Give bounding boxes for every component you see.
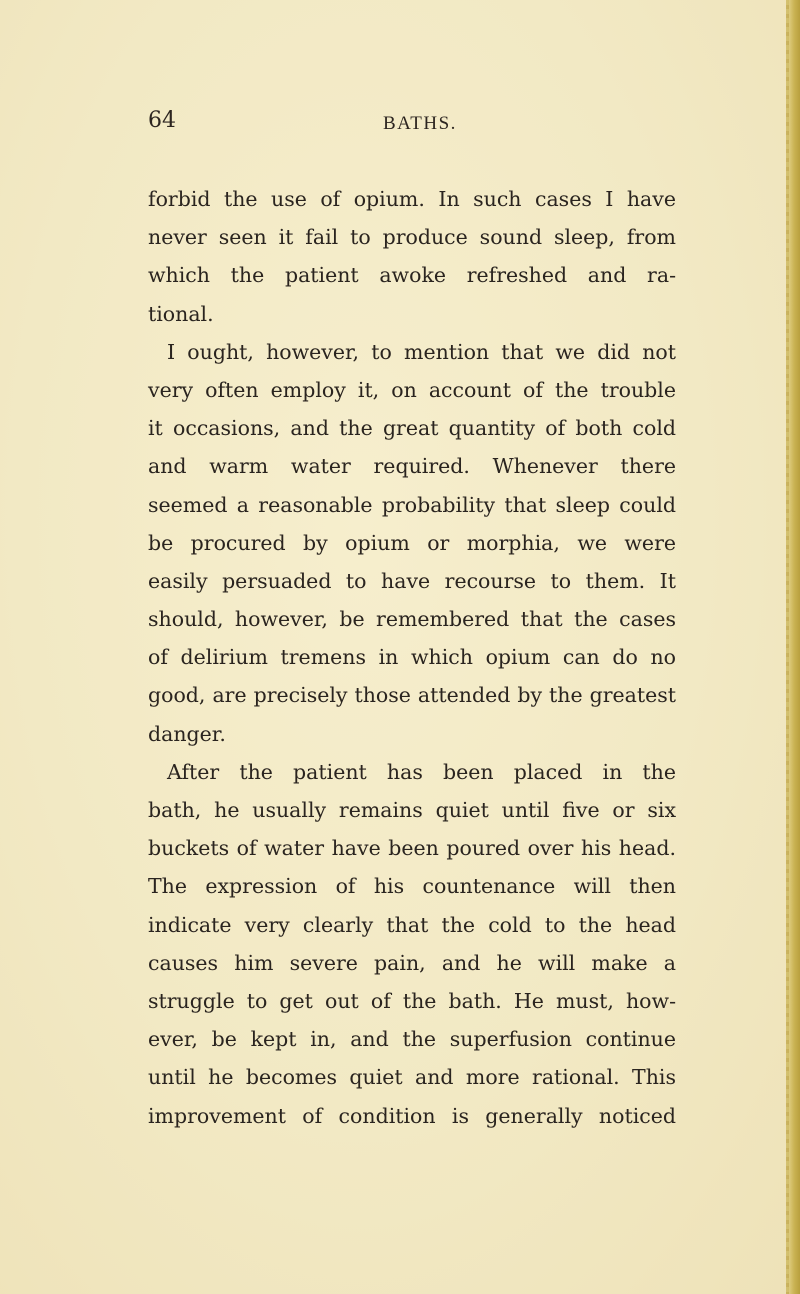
text-line: should, however, be remembered that the cases xyxy=(148,607,676,632)
text-line: I ought, however, to mention that we did not xyxy=(167,339,676,364)
text-line: it occasions, and the great quantity of both cold xyxy=(148,416,676,441)
text-line: good, are precisely those attended by the greatest xyxy=(148,683,676,708)
text-line: seemed a reasonable probability that sleep could xyxy=(148,492,676,517)
running-head xyxy=(0,108,800,148)
text-line: forbid the use of opium. In such cases I have xyxy=(148,187,676,211)
text-line: After the patient has been placed in the xyxy=(167,759,676,784)
text-line: be procured by opium or morphia, we were xyxy=(148,530,676,555)
text-line: The expression of his countenance will then xyxy=(148,874,676,899)
text-line: of delirium tremens in which opium can do no xyxy=(148,645,676,670)
text-line: ever, be kept in, and the superfusion continue xyxy=(148,1027,676,1052)
text-line: danger. xyxy=(148,721,226,746)
text-line: easily persuaded to have recourse to them. It xyxy=(148,568,676,593)
running-title: BATHS. xyxy=(383,113,457,134)
text-line: struggle to get out of the bath. He must, how- xyxy=(148,988,676,1013)
text-line: until he becomes quiet and more rational. This xyxy=(148,1065,676,1090)
text-line: causes him severe pain, and he will make a xyxy=(148,950,676,975)
text-line: improvement of condition is generally noticed xyxy=(148,1103,676,1128)
text-line: never seen it fail to produce sound sleep, from xyxy=(148,225,676,250)
text-line: indicate very clearly that the cold to the head xyxy=(148,912,676,937)
page-edge xyxy=(786,0,800,1294)
body-text xyxy=(148,180,676,1135)
text-line: bath, he usually remains quiet until five or six xyxy=(148,798,676,822)
text-line: tional. xyxy=(148,301,214,326)
text-line: very often employ it, on account of the trouble xyxy=(148,377,676,402)
text-line: buckets of water have been poured over his head. xyxy=(148,836,676,861)
text-line: which the patient awoke refreshed and ra- xyxy=(148,263,676,288)
page-number: 64 xyxy=(148,108,176,133)
text-line: and warm water required. Whenever there xyxy=(148,454,676,479)
